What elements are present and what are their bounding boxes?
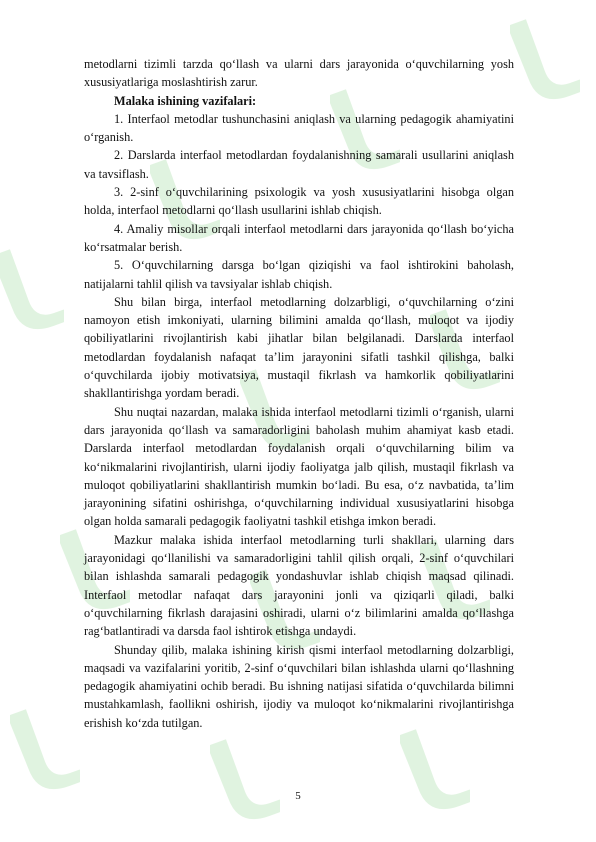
page-number: 5	[295, 790, 301, 802]
paragraph-continuation: metodlarni tizimli tarzda qo‘llash va ularni dars jarayonida o‘quvchilarning yosh xususiyatlariga moslashtirish zarur.	[84, 57, 514, 90]
task-item-5: 5. O‘quvchilarning darsga bo‘lgan qiziqishi va faol ishtirokini baholash, natijalarni tahlil qilish va tavsiyalar ishlab chiqish.	[84, 258, 514, 291]
body-text	[84, 55, 514, 732]
section-heading: Malaka ishining vazifalari:	[114, 93, 257, 108]
watermark-logo-icon	[0, 240, 64, 335]
watermark-logo-icon	[510, 10, 580, 105]
task-item-3: 3. 2-sinf o‘quvchilarining psixologik va yosh xususiyatlarini hisobga olgan holda, interfaol metodlarni qo‘llash usullarini ishlab chiqish.	[84, 185, 514, 218]
watermark-logo-icon	[210, 730, 280, 825]
task-item-4: 4. Amaliy misollar orqali interfaol metodlarni dars jarayonida qo‘llash bo‘yicha ko‘rsatmalar berish.	[84, 221, 514, 254]
paragraph: Shu bilan birga, interfaol metodlarning dolzarbligi, o‘quvchilarning o‘zini namoyon etish imkoniyati, ularning bilimini amalda qo‘llash, muloqot va ijodiy qobiliyatlarini rivojlantirish kabi jihatlar bilan belgilanadi. Darslarda interfaol metodlardan foydalanish nafaqat ta’lim jarayonini sifatli tashkil qilishga, balki o‘quvchilarda ijobiy motivatsiya, mustaqil fikrlash va hamkorlik qobiliyatlarini shakllantirishga yordam beradi.	[84, 294, 514, 401]
paragraph: Shu nuqtai nazardan, malaka ishida interfaol metodlarni tizimli o‘rganish, ularni dars jarayonida qo‘llash va samaradorligini baholash muhim ahamiyat kasb etadi. Darslarda interfaol metodlardan foydalanish orqali o‘quvchilarning bilim va ko‘nikmalarini rivojlantirish, ularni ijodiy faoliyatga jalb qilish, mustaqil fikrlash va muloqot qobiliyatlarini shakllantirish mumkin bo‘ladi. Bu esa, o‘z navbatida, ta’lim jarayonining sifatini oshirishga, o‘quvchilarning individual xususiyatlarini hisobga olgan holda samarali pedagogik faoliyatni tashkil etishga imkon beradi.	[84, 404, 514, 529]
paragraph: Mazkur malaka ishida interfaol metodlarning turli shakllari, ularning dars jarayonidagi qo‘llanilishi va samaradorligini tahlil qilish orqali, 2-sinf o‘quvchilari bilan ishlashda samarali pedagogik yondashuvlar ishlab chiqish maqsad qilinadi. Interfaol metodlar nafaqat dars jarayonini jonli va qiziqarli qiladi, balki o‘quvchilarning fikrlash darajasini oshiradi, ularni o‘z bilimlarini amalda qo‘llashga rag‘batlantiradi va darsda faol ishtirok etishga undaydi.	[84, 532, 514, 639]
task-item-1: 1. Interfaol metodlar tushunchasini aniqlash va ularning pedagogik ahamiyatini o‘rganish.	[84, 111, 514, 145]
watermark-logo-icon	[10, 700, 80, 795]
paragraph: Shunday qilib, malaka ishining kirish qismi interfaol metodlarning dolzarbligi, maqsadi va vazifalarini yoritib, 2-sinf o‘quvchilari bilan ishlashda ularni qo‘llashning pedagogik ahamiyatini ochib beradi. Bu ishning natijasi sifatida o‘quvchilarda bilimni mustahkamlash, faollikni oshirish, ijodiy va muloqot ko‘nikmalarini rivojlantirishga erishish ko‘zda tutilgan.	[84, 642, 514, 730]
task-item-2: 2. Darslarda interfaol metodlardan foydalanishning samarali usullarini aniqlash va tavsiflash.	[84, 148, 514, 181]
